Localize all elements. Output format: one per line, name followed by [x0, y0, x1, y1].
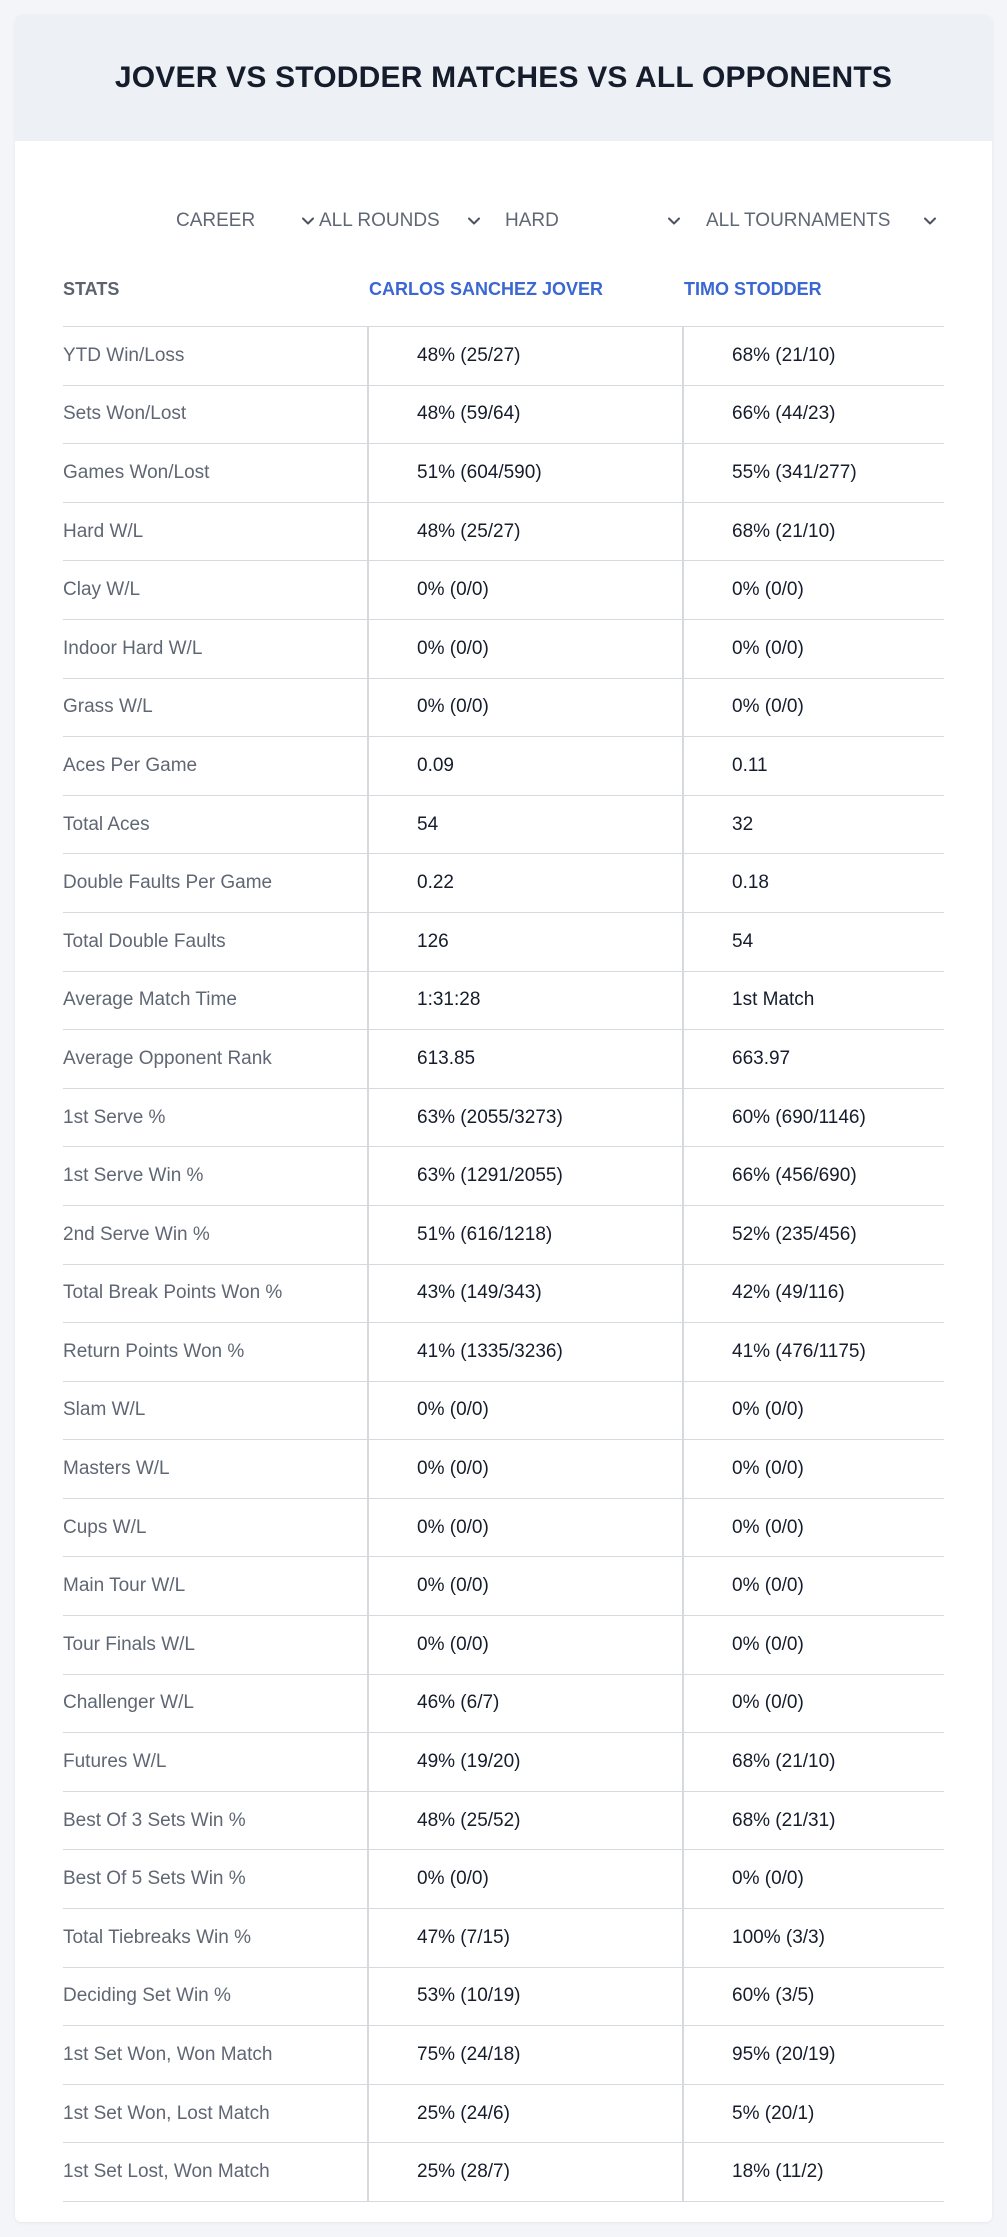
player1-stat-value: 51% (616/1218) — [369, 1206, 684, 1264]
player1-stat-value: 0% (0/0) — [369, 1440, 684, 1498]
stat-label: Main Tour W/L — [63, 1557, 369, 1615]
player2-stat-value: 0% (0/0) — [732, 637, 804, 659]
player1-stat-value: 25% (28/7) — [369, 2143, 684, 2201]
stat-label: 1st Serve % — [63, 1089, 369, 1147]
stat-label: 1st Set Won, Won Match — [63, 2026, 369, 2084]
player2-stat-value: 0% (0/0) — [732, 1692, 804, 1714]
player2-stat-value: 32 — [732, 813, 754, 835]
player1-stat-value: 126 — [369, 913, 684, 971]
player2-stat-value: 663.97 — [732, 1047, 791, 1069]
table-row — [63, 1675, 944, 1734]
player2-stat-value: 66% (44/23) — [732, 403, 836, 425]
stats-table — [63, 252, 944, 2202]
stat-label: Total Tiebreaks Win % — [63, 1909, 369, 1967]
player1-stat-value: 25% (24/6) — [369, 2085, 684, 2143]
table-row — [63, 1968, 944, 2027]
table-row — [63, 1440, 944, 1499]
table-row — [63, 1909, 944, 1968]
player1-name-link[interactable]: CARLOS SANCHEZ JOVER — [369, 278, 604, 299]
player2-stat-value: 0% (0/0) — [732, 1516, 804, 1538]
player1-stat-value: 47% (7/15) — [369, 1909, 684, 1967]
table-row — [63, 620, 944, 679]
stat-label: Average Match Time — [63, 972, 369, 1030]
stat-label: Best Of 5 Sets Win % — [63, 1850, 369, 1908]
filter-label: ALL TOURNAMENTS — [706, 210, 891, 231]
player2-stat-value: 0.11 — [732, 754, 768, 776]
filter-rounds-select[interactable] — [319, 206, 482, 236]
player1-stat-value: 41% (1335/3236) — [369, 1323, 684, 1381]
player2-stat-value: 5% (20/1) — [732, 2102, 815, 2124]
player1-stat-value: 51% (604/590) — [369, 444, 684, 502]
filter-bar — [15, 191, 992, 251]
card-header — [15, 15, 992, 141]
player2-stat-value: 68% (21/10) — [732, 344, 836, 366]
page-title: JOVER VS STODDER MATCHES VS ALL OPPONENTS — [114, 61, 893, 94]
player2-stat-value: 0% (0/0) — [732, 1868, 804, 1890]
player1-stat-value: 0% (0/0) — [369, 1850, 684, 1908]
filter-label: CAREER — [176, 210, 256, 231]
stat-label: Average Opponent Rank — [63, 1030, 369, 1088]
player2-stat-value: 0% (0/0) — [732, 1399, 804, 1421]
player2-stat-value: 68% (21/10) — [732, 520, 836, 542]
player1-stat-value: 613.85 — [369, 1030, 684, 1088]
player2-stat-value: 54 — [732, 930, 754, 952]
stat-label: Total Double Faults — [63, 913, 369, 971]
stat-label: Futures W/L — [63, 1733, 369, 1791]
player1-stat-value: 49% (19/20) — [369, 1733, 684, 1791]
table-row — [63, 1557, 944, 1616]
table-row — [63, 444, 944, 503]
table-row — [63, 2026, 944, 2085]
player1-stat-value: 0% (0/0) — [369, 1557, 684, 1615]
chevron-down-icon — [922, 213, 938, 229]
stat-label: Challenger W/L — [63, 1675, 369, 1733]
table-row — [63, 1850, 944, 1909]
player1-stat-value: 75% (24/18) — [369, 2026, 684, 2084]
player2-stat-value: 0% (0/0) — [732, 696, 804, 718]
table-row — [63, 2143, 944, 2202]
player1-stat-value: 48% (25/27) — [369, 327, 684, 385]
stat-label: Games Won/Lost — [63, 444, 369, 502]
table-row — [63, 1616, 944, 1675]
table-row — [63, 796, 944, 855]
player2-stat-value: 95% (20/19) — [732, 2044, 836, 2066]
stat-label: YTD Win/Loss — [63, 327, 369, 385]
stat-label: Double Faults Per Game — [63, 854, 369, 912]
player1-stat-value: 0% (0/0) — [369, 620, 684, 678]
stat-label: 1st Set Lost, Won Match — [63, 2143, 369, 2201]
player1-stat-value: 0.22 — [369, 854, 684, 912]
table-row — [63, 1089, 944, 1148]
filter-label: ALL ROUNDS — [319, 210, 440, 231]
player1-stat-value: 0% (0/0) — [369, 679, 684, 737]
stat-label: Hard W/L — [63, 503, 369, 561]
player1-stat-value: 43% (149/343) — [369, 1265, 684, 1323]
chevron-down-icon — [300, 213, 316, 229]
stat-label: 2nd Serve Win % — [63, 1206, 369, 1264]
player2-stat-value: 68% (21/10) — [732, 1751, 836, 1773]
table-row — [63, 1382, 944, 1441]
player1-stat-value: 48% (25/27) — [369, 503, 684, 561]
player1-stat-value: 48% (59/64) — [369, 386, 684, 444]
stat-label: Cups W/L — [63, 1499, 369, 1557]
stat-label: Deciding Set Win % — [63, 1968, 369, 2026]
player2-stat-value: 41% (476/1175) — [732, 1340, 866, 1362]
stat-label: Best Of 3 Sets Win % — [63, 1792, 369, 1850]
chevron-down-icon — [466, 213, 482, 229]
table-row — [63, 1733, 944, 1792]
filter-career-select[interactable] — [176, 206, 316, 236]
stat-label: Grass W/L — [63, 679, 369, 737]
player2-stat-value: 66% (456/690) — [732, 1165, 857, 1187]
player2-stat-value: 0% (0/0) — [732, 1458, 804, 1480]
table-row — [63, 679, 944, 738]
player1-stat-value: 0.09 — [369, 737, 684, 795]
player1-stat-value: 48% (25/52) — [369, 1792, 684, 1850]
stat-label: Tour Finals W/L — [63, 1616, 369, 1674]
player1-stat-value: 46% (6/7) — [369, 1675, 684, 1733]
player2-stat-value: 0% (0/0) — [732, 1633, 804, 1655]
table-row — [63, 1206, 944, 1265]
player2-stat-value: 0.18 — [732, 872, 769, 894]
stat-label: 1st Set Won, Lost Match — [63, 2085, 369, 2143]
table-row — [63, 1030, 944, 1089]
stat-label: Sets Won/Lost — [63, 386, 369, 444]
table-row — [63, 561, 944, 620]
player2-stat-value: 52% (235/456) — [732, 1223, 857, 1245]
table-row — [63, 386, 944, 445]
table-row — [63, 1265, 944, 1324]
stat-label: Aces Per Game — [63, 737, 369, 795]
stat-label: Slam W/L — [63, 1382, 369, 1440]
chevron-down-icon — [666, 213, 682, 229]
player1-stat-value: 1:31:28 — [369, 972, 684, 1030]
table-row — [63, 1499, 944, 1558]
player1-stat-value: 63% (2055/3273) — [369, 1089, 684, 1147]
player2-stat-value: 68% (21/31) — [732, 1809, 836, 1831]
table-row — [63, 913, 944, 972]
table-row — [63, 1792, 944, 1851]
player1-stat-value: 63% (1291/2055) — [369, 1147, 684, 1205]
player2-stat-value: 60% (690/1146) — [732, 1106, 866, 1128]
table-row — [63, 1323, 944, 1382]
table-row — [63, 972, 944, 1031]
table-header — [63, 252, 944, 327]
player2-stat-value: 60% (3/5) — [732, 1985, 815, 2007]
stat-label: Clay W/L — [63, 561, 369, 619]
player1-stat-value: 0% (0/0) — [369, 1616, 684, 1674]
table-row — [63, 327, 944, 386]
player2-stat-value: 55% (341/277) — [732, 461, 857, 483]
stats-card — [15, 15, 992, 2222]
table-row — [63, 854, 944, 913]
player1-stat-value: 54 — [369, 796, 684, 854]
player2-stat-value: 42% (49/116) — [732, 1282, 845, 1304]
player1-stat-value: 0% (0/0) — [369, 561, 684, 619]
player2-name-link[interactable]: TIMO STODDER — [684, 278, 822, 299]
table-row — [63, 737, 944, 796]
stat-label: Total Aces — [63, 796, 369, 854]
table-row — [63, 1147, 944, 1206]
player1-stat-value: 53% (10/19) — [369, 1968, 684, 2026]
table-body — [63, 327, 944, 2202]
table-row — [63, 503, 944, 562]
player2-stat-value: 1st Match — [732, 989, 815, 1011]
stat-label: Return Points Won % — [63, 1323, 369, 1381]
stat-label: Masters W/L — [63, 1440, 369, 1498]
filter-label: HARD — [505, 210, 559, 231]
player2-stat-value: 0% (0/0) — [732, 579, 804, 601]
filter-surface-select[interactable] — [505, 206, 682, 236]
filter-tournaments-select[interactable] — [706, 206, 938, 236]
player1-stat-value: 0% (0/0) — [369, 1382, 684, 1440]
player2-stat-value: 0% (0/0) — [732, 1575, 804, 1597]
stat-label: Indoor Hard W/L — [63, 620, 369, 678]
table-row — [63, 2085, 944, 2144]
stat-label: 1st Serve Win % — [63, 1147, 369, 1205]
player2-stat-value: 18% (11/2) — [732, 2161, 824, 2183]
player2-stat-value: 100% (3/3) — [732, 1926, 825, 1948]
player1-stat-value: 0% (0/0) — [369, 1499, 684, 1557]
stat-label: Total Break Points Won % — [63, 1265, 369, 1323]
stats-column-header: STATS — [63, 278, 120, 299]
